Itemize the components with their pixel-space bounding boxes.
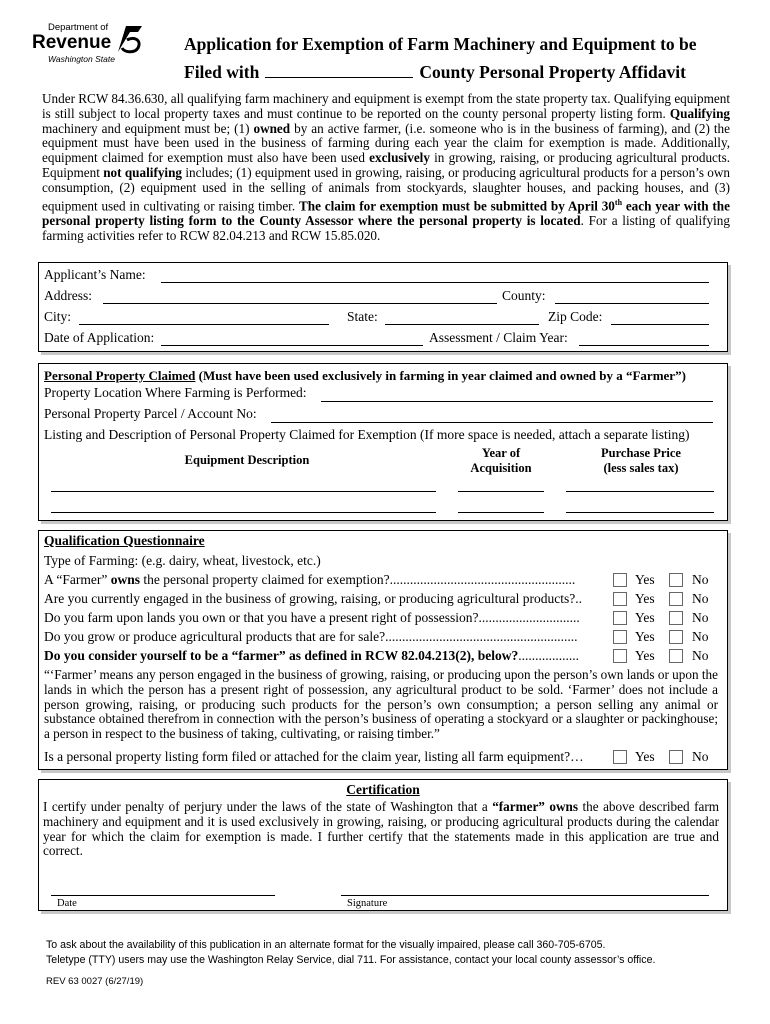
- q3-yes-checkbox[interactable]: [613, 611, 627, 625]
- col-price-line1: Purchase Price: [601, 446, 681, 460]
- applicant-name-field[interactable]: [161, 282, 709, 283]
- q5-text: [44, 648, 579, 664]
- q6-yes-checkbox[interactable]: [613, 750, 627, 764]
- q2-no-label: No: [692, 591, 709, 606]
- date-of-application-field[interactable]: [161, 345, 423, 346]
- city-label: City:: [44, 309, 72, 324]
- col-equipment-description: Equipment Description: [184, 453, 310, 467]
- state-label: State:: [347, 309, 378, 324]
- property-header-note: (Must have been used exclusively in farming in year claimed and owned by a “Farmer”): [195, 368, 686, 383]
- col-year-line1: Year of: [481, 446, 521, 460]
- applicant-section: [38, 262, 728, 352]
- q4-no-label: No: [692, 629, 709, 644]
- applicant-name-label: Applicant’s Name:: [44, 267, 146, 282]
- footer-tty-text: Teletype (TTY) users may use the Washington Relay Service, dial 711. For assistance, contact your local county assessor’s office.: [46, 954, 656, 966]
- q5-yes-label: Yes: [635, 648, 655, 663]
- q6-no-label: No: [692, 749, 709, 764]
- date-of-application-label: Date of Application:: [44, 330, 155, 345]
- intro-text: . For a listing of qualifying farming activities refer to RCW 82.04.213 and RCW 15.85.020.: [42, 212, 730, 243]
- questionnaire-header: Qualification Questionnaire: [44, 533, 205, 548]
- location-label: Property Location Where Farming is Performed:: [44, 385, 307, 400]
- q5-bold: Do you consider yourself to be a “farmer” as defined in RCW 82.04.213(2), below?: [44, 648, 519, 663]
- cert-bold: “farmer” owns: [492, 799, 578, 814]
- property-section: [38, 363, 728, 521]
- logo-emblem-icon: [112, 22, 146, 56]
- intro-text: by an active farmer, (i.e. someone who is in the business of farming), and (2) the equipment must have been used in the business of farming during each year the claim for exemption is made. Additionally, equipment claimed for exemption must also have been used: [42, 120, 731, 166]
- questionnaire-section: [38, 530, 728, 770]
- title-line-1: Application for Exemption of Farm Machinery and Equipment to be: [184, 34, 697, 54]
- q1-yes-label: Yes: [635, 572, 655, 587]
- intro-bold: The claim for exemption must be submitted by April 30: [298, 197, 615, 213]
- form-number: REV 63 0027 (6/27/19): [46, 976, 144, 987]
- q1-no-label: No: [692, 572, 709, 587]
- q4-yes-checkbox[interactable]: [613, 630, 627, 644]
- location-field[interactable]: [321, 401, 713, 402]
- certification-date-field[interactable]: [51, 895, 275, 896]
- county-label: County:: [502, 288, 546, 303]
- year-field-2[interactable]: [458, 512, 544, 513]
- q1-a: A “Farmer”: [44, 572, 111, 587]
- q2-no-checkbox[interactable]: [669, 592, 683, 606]
- intro-bold: exclusively: [369, 150, 430, 166]
- intro-sup: th: [614, 197, 623, 207]
- cert-text: I certify under penalty of perjury under the laws of the state of Washington that a: [43, 799, 493, 814]
- equipment-desc-field-2[interactable]: [51, 512, 436, 513]
- signature-field[interactable]: [341, 895, 709, 896]
- intro-bold: not qualifying: [103, 164, 183, 180]
- q6-no-checkbox[interactable]: [669, 750, 683, 764]
- q5-yes-checkbox[interactable]: [613, 649, 627, 663]
- q1-yes-checkbox[interactable]: [613, 573, 627, 587]
- form-title: [184, 30, 744, 86]
- price-field-2[interactable]: [566, 512, 714, 513]
- col-year-line2: Acquisition: [470, 461, 532, 475]
- title-line-2: [184, 58, 744, 86]
- q3-yes-label: Yes: [635, 610, 655, 625]
- intro-text: Under RCW 84.36.630, all qualifying farm machinery and equipment is exempt from the state property tax. Qualifying equipment is still subject to local property taxes and must continue to be reported on the county personal property listing form.: [42, 91, 730, 121]
- intro-text: machinery and equipment must be; (1): [42, 120, 254, 136]
- q6-yes-label: Yes: [635, 749, 655, 764]
- parcel-field[interactable]: [271, 422, 713, 423]
- state-field[interactable]: [385, 324, 539, 325]
- claim-year-field[interactable]: [579, 345, 709, 346]
- certification-header: Certification: [346, 782, 420, 797]
- price-field-1[interactable]: [566, 491, 714, 492]
- q5-no-label: No: [692, 648, 709, 663]
- q5-dots: ..................: [518, 648, 579, 663]
- intro-text: in growing, raising, or producing agricultural products. Equipment: [42, 150, 730, 180]
- farmer-definition: “‘Farmer’ means any person engaged in the business of growing, raising, or producing upon the person’s own lands or upon the lands in which the person has a present right of possession, any agricultural product to be sold. ‘Farmer’ does not include a person growing, raising, or producing such products for the person’s own consumption; a person selling any animal or substance obtained therefrom in connection with the person’s business of operating a stockyard or a slaughter or packinghouse; a person in respect to the business of taking, cultivating, or raising timber.”: [44, 667, 718, 742]
- dor-logo: [30, 22, 150, 72]
- q3-text: Do you farm upon lands you own or that you have a present right of possession?..............................: [44, 610, 580, 625]
- q1-c: the personal property claimed for exemption?.......................................................: [140, 572, 576, 587]
- listing-label: Listing and Description of Personal Property Claimed for Exemption (If more space is needed, attach a separate listing): [44, 427, 690, 442]
- year-field-1[interactable]: [458, 491, 544, 492]
- logo-revenue-text: Revenue: [32, 32, 112, 53]
- q5-no-checkbox[interactable]: [669, 649, 683, 663]
- filed-with-label: Filed with: [184, 62, 260, 82]
- q3-no-checkbox[interactable]: [669, 611, 683, 625]
- logo-dept-text: Department of: [48, 22, 109, 33]
- certification-section: [38, 779, 728, 911]
- property-header: [44, 368, 686, 384]
- type-of-farming-label: Type of Farming: (e.g. dairy, wheat, livestock, etc.): [44, 553, 321, 568]
- q4-yes-label: Yes: [635, 629, 655, 644]
- col-year-acquisition: [449, 446, 553, 476]
- intro-bold: owned: [253, 120, 291, 136]
- q2-yes-checkbox[interactable]: [613, 592, 627, 606]
- claim-year-label: Assessment / Claim Year:: [429, 330, 568, 345]
- cert-text: the above described farm machinery and equipment and it is used exclusively in growing, raising, or producing agricultural products during the calendar year for which the claim for exemption is made. I further certify that the statements made in this application are true and correct.: [43, 799, 719, 859]
- q4-text: Do you grow or produce agricultural products that are for sale?.........................................................: [44, 629, 578, 644]
- intro-text: includes; (1) equipment used in growing, raising, or producing agricultural products for a person’s own consumption, (2) equipment used in the selling of animals from stockyards, slaughter houses, and packing houses, and (3) equipment used in cultivating or raising timber.: [42, 164, 730, 213]
- equipment-desc-field-1[interactable]: [51, 491, 436, 492]
- q4-no-checkbox[interactable]: [669, 630, 683, 644]
- col-purchase-price: [567, 446, 715, 476]
- q1-owns: owns: [110, 572, 140, 587]
- county-field[interactable]: [555, 303, 709, 304]
- address-field[interactable]: [103, 303, 497, 304]
- address-label: Address:: [44, 288, 92, 303]
- intro-paragraph: [42, 92, 730, 243]
- q3-no-label: No: [692, 610, 709, 625]
- date-caption: Date: [57, 898, 77, 909]
- county-name-field[interactable]: [265, 63, 413, 78]
- q1-no-checkbox[interactable]: [669, 573, 683, 587]
- q6-text: Is a personal property listing form filed or attached for the claim year, listing all farm equipment?…: [44, 749, 584, 764]
- certification-text: [43, 800, 719, 859]
- zip-field[interactable]: [611, 324, 709, 325]
- property-header-title: Personal Property Claimed: [44, 368, 196, 383]
- q1-text: [44, 572, 575, 588]
- parcel-label: Personal Property Parcel / Account No:: [44, 406, 257, 421]
- q2-yes-label: Yes: [635, 591, 655, 606]
- signature-caption: Signature: [347, 898, 388, 909]
- footer-accessibility-text: To ask about the availability of this publication in an alternate format for the visually impaired, please call 360-705-6705.: [46, 939, 606, 951]
- intro-bold: each year with the personal property listing form to the County Assessor where the personal property is located: [42, 197, 730, 228]
- zip-label: Zip Code:: [548, 309, 603, 324]
- col-price-line2: (less sales tax): [603, 461, 679, 475]
- q2-text: Are you currently engaged in the business of growing, raising, or producing agricultural products?..: [44, 591, 582, 606]
- intro-bold: Qualifying: [669, 105, 730, 121]
- city-field[interactable]: [79, 324, 329, 325]
- title-line-2-end: County Personal Property Affidavit: [419, 62, 686, 82]
- logo-state-text: Washington State: [48, 54, 115, 64]
